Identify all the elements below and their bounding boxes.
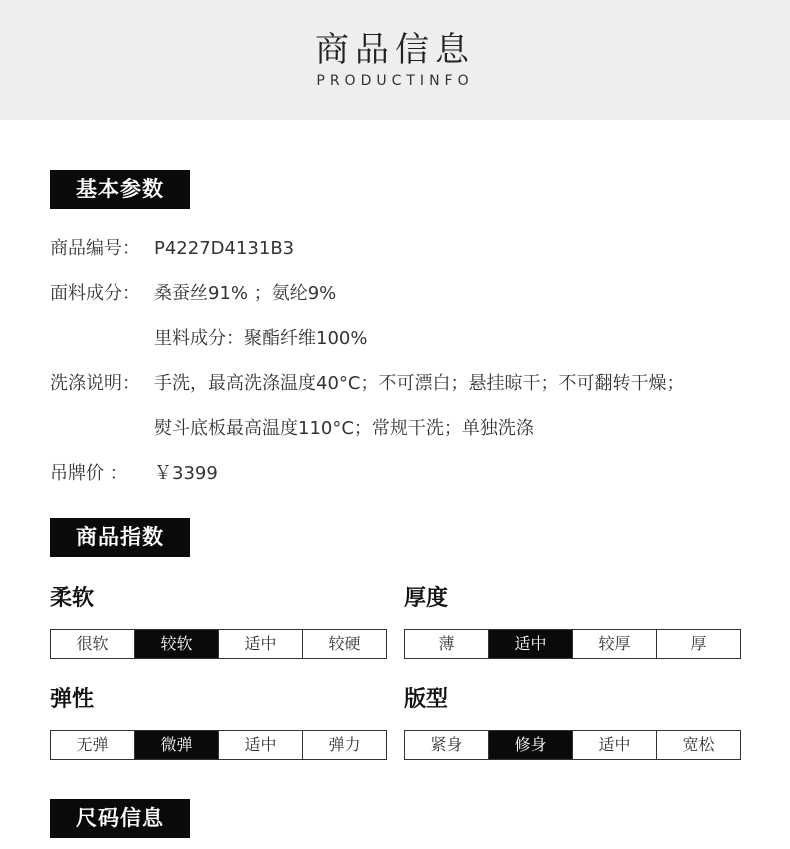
section-tag-basic: 基本参数 (50, 170, 190, 209)
fit-option: 修身 (489, 731, 573, 759)
row-wash-2 (154, 417, 534, 441)
wash-line-1: 手洗，最高洗涤温度40°C；不可漂白；悬挂晾干；不可翻转干燥； (154, 373, 685, 394)
thickness-option: 适中 (489, 630, 573, 658)
thickness-option: 厚 (657, 630, 740, 658)
elasticity-option: 弹力 (303, 731, 386, 759)
thickness-title: 厚度 (404, 586, 449, 611)
product-code-value: P4227D4131B3 (154, 238, 295, 259)
softness-option: 很软 (51, 630, 135, 658)
fit-option: 适中 (573, 731, 657, 759)
elasticity-option: 微弹 (135, 731, 219, 759)
price-value: ￥3399 (154, 463, 218, 484)
product-code-label: 商品编号： (50, 238, 140, 259)
fit-scale (404, 730, 741, 760)
price-label: 吊牌价 ： (50, 463, 128, 484)
thickness-scale (404, 629, 741, 659)
section-tag-index: 商品指数 (50, 518, 190, 557)
page-title: 商品信息 (315, 30, 475, 70)
wash-line-2: 熨斗底板最高温度110°C；常规干洗；单独洗涤 (154, 418, 534, 439)
page-subtitle: PRODUCTINFO (316, 73, 474, 89)
softness-option: 较硬 (303, 630, 386, 658)
thickness-option: 较厚 (573, 630, 657, 658)
row-product-code (50, 237, 294, 261)
section-tag-size: 尺码信息 (50, 799, 190, 838)
header-banner (0, 0, 790, 120)
thickness-option: 薄 (405, 630, 489, 658)
fit-title: 版型 (404, 687, 449, 712)
fit-option: 宽松 (657, 731, 740, 759)
elasticity-scale (50, 730, 387, 760)
elasticity-title: 弹性 (50, 687, 95, 712)
row-fabric (50, 282, 336, 306)
softness-option: 较软 (135, 630, 219, 658)
row-lining (154, 327, 367, 351)
softness-title: 柔软 (50, 586, 95, 611)
elasticity-option: 无弹 (51, 731, 135, 759)
lining-value: 里料成分：聚酯纤维100% (154, 328, 368, 349)
row-price (50, 462, 218, 486)
elasticity-option: 适中 (219, 731, 303, 759)
fabric-label: 面料成分： (50, 283, 140, 304)
fabric-value: 桑蚕丝91% ；氨纶9% (154, 283, 337, 304)
softness-scale (50, 629, 387, 659)
fit-option: 紧身 (405, 731, 489, 759)
softness-option: 适中 (219, 630, 303, 658)
wash-label: 洗涤说明： (50, 373, 140, 394)
row-wash (50, 372, 684, 396)
